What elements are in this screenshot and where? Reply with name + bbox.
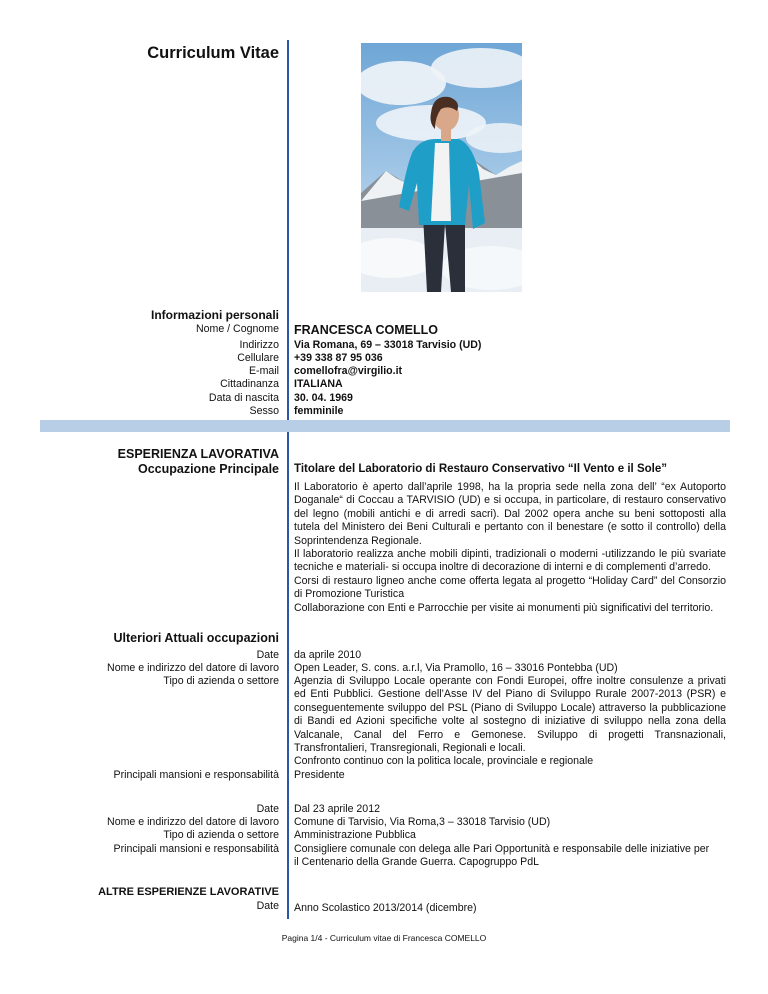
job2-date: Dal 23 aprile 2012 [294, 803, 380, 815]
label-date-1: Date [256, 649, 279, 661]
job1-type: Agenzia di Sviluppo Locale operante con Fondi Europei, offre inoltre consulenze a privati ed Enti Pubblici. Gestione dell’Asse IV del Piano di Sviluppo Rurale 2007-2013 (PSR) e conseguentemente sviluppo del PSL (Piano di Sviluppo Locale) attraverso la pubblicazione di Bandi ed Azioni specifiche volte al sostegno di iniziative di sviluppo nella zona della Valcanale, Canal del Ferro e Gemonese. Sviluppo di progetti Transnazionali, Transfrontalieri, Transregionali, Regionali e locali. Confronto continuo con la politica locale, provinciale e regionale [294, 675, 726, 768]
value-address: Via Romana, 69 – 33018 Tarvisio (UD) [294, 339, 482, 351]
job1-duties: Presidente [294, 769, 345, 781]
label-citizenship: Cittadinanza [220, 378, 279, 390]
more-date: Anno Scolastico 2013/2014 (dicembre) [294, 902, 477, 914]
label-address: Indirizzo [239, 339, 279, 351]
section-heading-work: ESPERIENZA LAVORATIVA [117, 447, 279, 461]
section-heading-personal: Informazioni personali [150, 308, 279, 322]
job1-employer: Open Leader, S. cons. a.r.l, Via Pramollo, 16 – 33016 Pontebba (UD) [294, 662, 618, 674]
vertical-divider-bottom [287, 432, 289, 919]
value-name: FRANCESCA COMELLO [294, 323, 438, 337]
job1-date: da aprile 2010 [294, 649, 362, 661]
vertical-divider-top [287, 40, 289, 420]
label-employer-2: Nome e indirizzo del datore di lavoro [107, 816, 279, 828]
label-email: E-mail [248, 365, 279, 377]
value-sex: femminile [294, 405, 344, 417]
main-occupation-title: Titolare del Laboratorio di Restauro Conservativo “Il Vento e il Sole” [294, 463, 667, 475]
value-citizenship: ITALIANA [294, 378, 343, 390]
profile-photo [361, 43, 522, 292]
label-employer-1: Nome e indirizzo del datore di lavoro [107, 662, 279, 674]
label-duties-2: Principali mansioni e responsabilità [113, 843, 279, 855]
section-band [40, 420, 730, 432]
section-heading-more: ALTRE ESPERIENZE LAVORATIVE [98, 886, 279, 898]
label-type-2: Tipo di azienda o settore [163, 829, 279, 841]
label-name: Nome / Cognome [195, 323, 279, 335]
value-phone: +39 338 87 95 036 [294, 352, 383, 364]
job2-employer: Comune di Tarvisio, Via Roma,3 – 33018 Tarvisio (UD) [294, 816, 551, 828]
job2-type: Amministrazione Pubblica [294, 829, 416, 841]
label-sex: Sesso [249, 405, 279, 417]
label-date-2: Date [256, 803, 279, 815]
job2-duties: Consigliere comunale con delega alle Pari Opportunità e responsabile delle iniziative per il Centenario della Grande Guerra. Capogruppo PdL [294, 843, 710, 869]
value-email[interactable]: comellofra@virgilio.it [294, 365, 403, 377]
label-birth: Data di nascita [208, 392, 279, 404]
page-footer: Pagina 1/4 - Curriculum vitae di Francesca COMELLO [281, 933, 487, 943]
label-duties-1: Principali mansioni e responsabilità [113, 769, 279, 781]
label-date-3: Date [256, 900, 279, 912]
label-main-occupation: Occupazione Principale [137, 462, 279, 476]
main-occupation-description: Il Laboratorio è aperto dall’aprile 1998, ha la propria sede nella zona dell’ “ex Autoporto Doganale“ di Coccau a TARVISIO (UD) e si occupa, in particolare, di restauro conservativo del legno (mobili antichi e di arredi sacri). Dal 2002 opera anche su beni sottoposti alla tutela del Ministero dei Beni Culturali e pertanto con il benestare (e sotto il controllo) della Soprintendenza Regionale. Il laboratorio realizza anche mobili dipinti, tradizionali o moderni -utilizzando le più svariate tecniche e materiali- si occupa inoltre di decorazione di interni e di complementi d’arredo. Corsi di restauro ligneo anche come offerta legata al progetto “Holiday Card” del Consorzio di Promozione Turistica Collaborazione con Enti e Parrocchie per visite ai monumenti più significativi del territorio. [294, 481, 726, 614]
section-heading-other: Ulteriori Attuali occupazioni [113, 631, 279, 645]
label-phone: Cellulare [237, 352, 279, 364]
label-type-1: Tipo di azienda o settore [163, 675, 279, 687]
page-title: Curriculum Vitae [147, 44, 279, 62]
value-birth: 30. 04. 1969 [294, 392, 353, 404]
